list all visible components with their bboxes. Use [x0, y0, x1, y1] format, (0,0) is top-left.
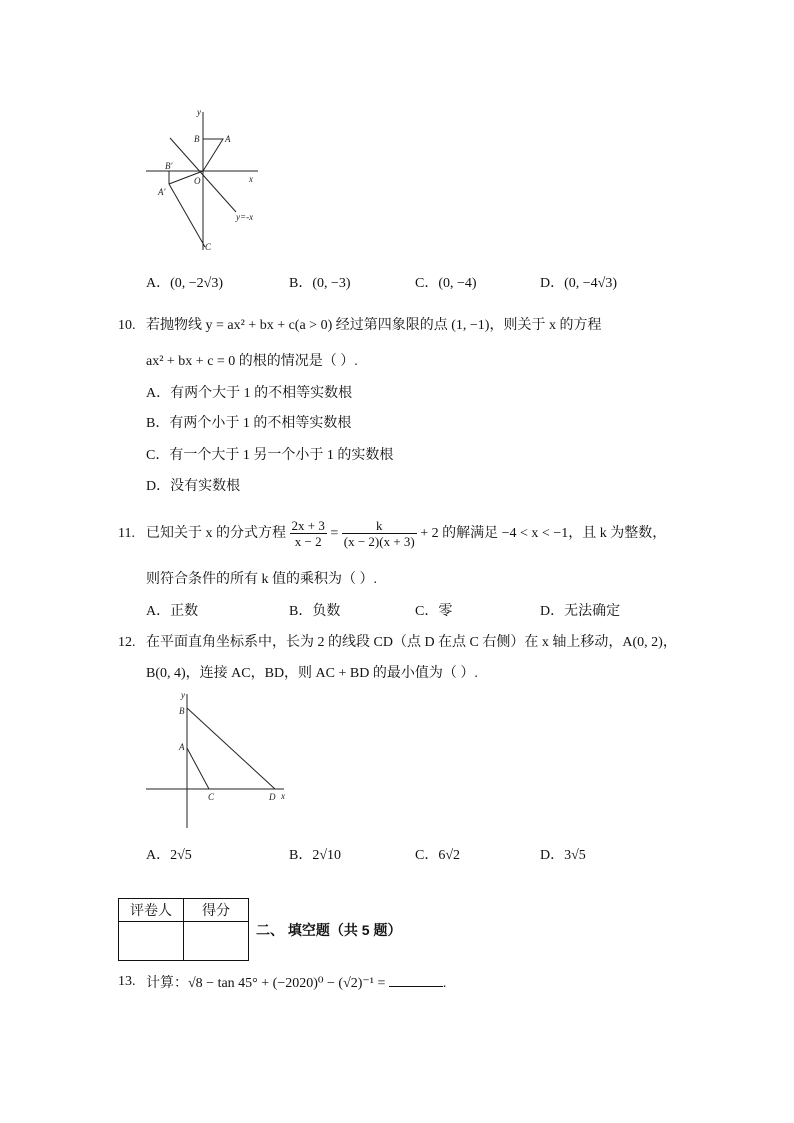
q9-option-a[interactable]: [146, 274, 223, 294]
option-text: (0, −4√3): [564, 276, 618, 291]
label-c: C: [208, 792, 215, 802]
q11-fraction-2: [342, 518, 417, 549]
label-x: x: [249, 174, 253, 184]
q12-option-d[interactable]: [540, 846, 586, 866]
q10-option-b[interactable]: [146, 414, 351, 434]
option-letter: B．: [289, 848, 313, 863]
q9-option-c[interactable]: [415, 274, 477, 294]
option-text: 负数: [312, 604, 341, 619]
triangle-oba: [203, 139, 223, 171]
q9-option-d[interactable]: [540, 274, 617, 294]
fraction-numerator: 2x + 3: [291, 518, 325, 534]
label-b: B: [194, 134, 200, 144]
option-letter: B．: [146, 416, 170, 431]
label-bprime: B': [165, 161, 173, 171]
q11-option-d[interactable]: [540, 602, 620, 622]
q13-text: 计算：√8 − tan 45° + (−2020)⁰ − (√2)⁻¹ =: [146, 976, 386, 991]
option-text: 正数: [170, 604, 199, 619]
option-text: 2√10: [312, 848, 342, 863]
option-text: 3√5: [564, 848, 586, 863]
q11-option-b[interactable]: [289, 602, 340, 622]
option-text: 没有实数根: [170, 479, 241, 494]
fraction-denominator: (x − 2)(x + 3): [343, 534, 415, 550]
label-x: x: [281, 791, 285, 801]
q10-number: 10.: [118, 318, 136, 333]
option-letter: A．: [146, 848, 171, 863]
label-line: y=-x: [236, 212, 254, 222]
label-c: C: [205, 242, 212, 252]
score-table: [118, 898, 249, 961]
label-o: O: [194, 176, 201, 186]
fraction-denominator: x − 2: [294, 534, 322, 550]
q11-fraction-1: [290, 518, 327, 549]
q12-option-a[interactable]: [146, 846, 192, 866]
segment-ac: [187, 748, 209, 789]
fraction-numerator: k: [342, 518, 417, 534]
option-text: 2√5: [170, 848, 192, 863]
q12-stem-line2: B(0, 4)，连接 AC，BD，则 AC + BD 的最小值为（ ）.: [146, 666, 478, 681]
option-text: 有两个大于 1 的不相等实数根: [170, 386, 353, 401]
option-text: 有一个大于 1 另一个小于 1 的实数根: [169, 448, 394, 463]
q12-option-c[interactable]: [415, 846, 460, 866]
q12-stem-line1: 在平面直角坐标系中，长为 2 的线段 CD（点 D 在点 C 右侧）在 x 轴上移动，A(0, 2)，: [146, 635, 677, 650]
option-letter: B．: [289, 276, 313, 291]
option-text: 零: [438, 604, 453, 619]
q11-stem-line1: [146, 512, 666, 556]
option-text: 6√2: [438, 848, 461, 863]
grader-header: 评卷人: [119, 899, 184, 922]
q11-option-a[interactable]: [146, 602, 198, 622]
q10-stem-line1: 若抛物线 y = ax² + bx + c(a > 0) 经过第四象限的点 (1, −1)，则关于 x 的方程: [146, 318, 602, 333]
q9-figure: [140, 100, 270, 255]
option-letter: D．: [146, 479, 171, 494]
option-letter: A．: [146, 386, 171, 401]
option-letter: B．: [289, 604, 313, 619]
q11-number: 11.: [118, 526, 135, 541]
label-y: y: [181, 690, 185, 700]
grader-cell[interactable]: [119, 922, 184, 961]
segment-aprime-c: [169, 184, 205, 247]
q11-pre: 已知关于 x 的分式方程: [146, 526, 286, 541]
option-letter: A．: [146, 604, 171, 619]
label-a: A: [179, 742, 185, 752]
section-title: 二、 填空题（共 5 题）: [256, 922, 402, 938]
q12-option-b[interactable]: [289, 846, 341, 866]
option-letter: D．: [540, 276, 565, 291]
q10-stem-line2: ax² + bx + c = 0 的根的情况是（ ）.: [146, 354, 358, 369]
q11-post: + 2 的解满足 −4 < x < −1，且 k 为整数，: [420, 526, 667, 541]
label-b: B: [179, 706, 185, 716]
segment-bd: [187, 708, 275, 789]
option-letter: C．: [146, 448, 170, 463]
option-text: 无法确定: [564, 604, 621, 619]
score-cell[interactable]: [184, 922, 249, 961]
equals-sign: =: [330, 526, 339, 541]
q12-number: 12.: [118, 635, 136, 650]
label-a: A: [225, 134, 231, 144]
option-letter: C．: [415, 604, 439, 619]
q10-option-a[interactable]: [146, 384, 352, 404]
option-letter: D．: [540, 848, 565, 863]
option-letter: C．: [415, 848, 439, 863]
option-letter: D．: [540, 604, 565, 619]
option-text: (0, −4): [438, 276, 477, 291]
label-aprime: A': [158, 187, 166, 197]
q13-number: 13.: [118, 974, 136, 989]
label-d: D: [269, 792, 276, 802]
label-y: y: [197, 107, 201, 117]
answer-blank[interactable]: [389, 972, 443, 987]
q11-option-c[interactable]: [415, 602, 452, 622]
q10-option-c[interactable]: [146, 446, 393, 466]
q13-stem: [146, 972, 446, 994]
option-letter: C．: [415, 276, 439, 291]
option-text: (0, −3): [312, 276, 351, 291]
q9-option-b[interactable]: [289, 274, 351, 294]
q11-stem-line2: 则符合条件的所有 k 值的乘积为（ ）.: [146, 572, 377, 587]
score-header: 得分: [184, 899, 249, 922]
option-letter: A．: [146, 276, 171, 291]
q13-period: .: [442, 976, 447, 991]
option-text: 有两个小于 1 的不相等实数根: [169, 416, 352, 431]
q10-option-d[interactable]: [146, 477, 240, 497]
option-text: (0, −2√3): [170, 276, 224, 291]
q12-figure: [140, 688, 300, 833]
